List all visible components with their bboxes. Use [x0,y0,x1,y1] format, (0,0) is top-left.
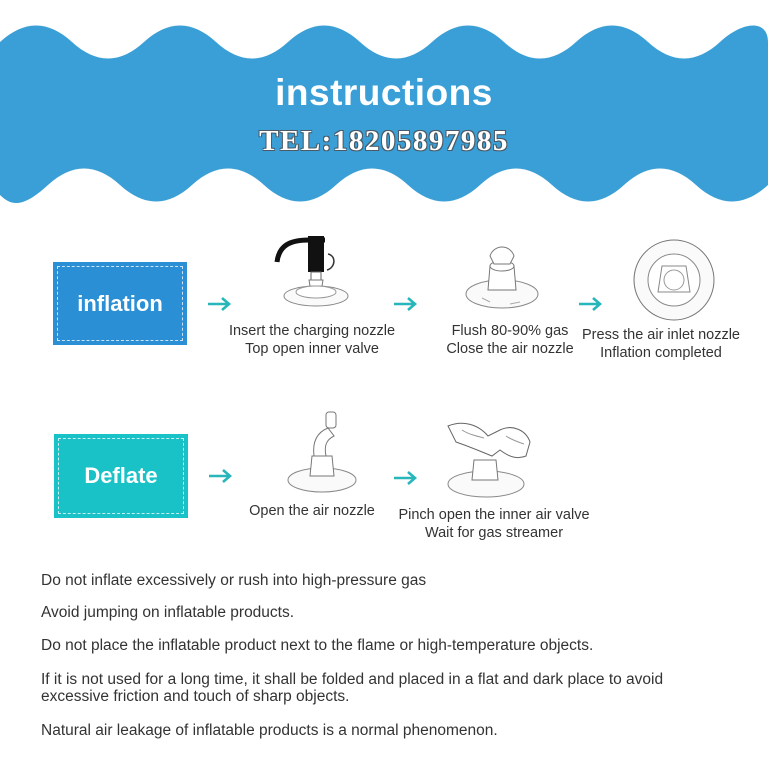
page-title: instructions [275,72,493,113]
note-item: Do not place the inflatable product next to the flame or high-temperature objects. [41,637,594,654]
inflation-step-3-caption: Press the air inlet nozzle Inflation completed [582,327,740,361]
telephone-number: TEL:18205897985 [259,125,509,157]
air-valve-icon [460,236,550,316]
note-item: If it is not used for a long time, it shall be folded and placed in a flat and dark place to avoid excessive friction and touch of sharp objects. [41,671,664,705]
inflation-step-2-caption: Flush 80-90% gas Close the air nozzle [446,323,574,357]
deflate-label: Deflate [84,463,158,488]
deflate-step-2-caption: Pinch open the inner air valve Wait for gas streamer [398,507,590,541]
arrow-right-icon [393,296,419,312]
arrow-right-icon [207,296,233,312]
charging-nozzle-icon [265,234,355,314]
open-nozzle-icon [282,406,362,498]
valve-top-view-icon [628,236,720,324]
pinch-valve-icon [442,416,536,502]
inflation-label-box [53,262,187,345]
arrow-right-icon [393,470,419,486]
deflate-label-box [54,434,188,518]
arrow-right-icon [208,468,234,484]
note-item: Natural air leakage of inflatable products is a normal phenomenon. [41,722,498,739]
note-item: Avoid jumping on inflatable products. [41,604,295,621]
note-item: Do not inflate excessively or rush into high-pressure gas [41,572,427,589]
deflate-step-1-caption: Open the air nozzle [249,503,375,519]
inflation-label: inflation [77,290,163,316]
usage-notes [41,572,731,739]
arrow-right-icon [578,296,604,312]
header-banner [0,0,768,215]
inflation-step-1-caption: Insert the charging nozzle Top open inner valve [228,323,396,357]
